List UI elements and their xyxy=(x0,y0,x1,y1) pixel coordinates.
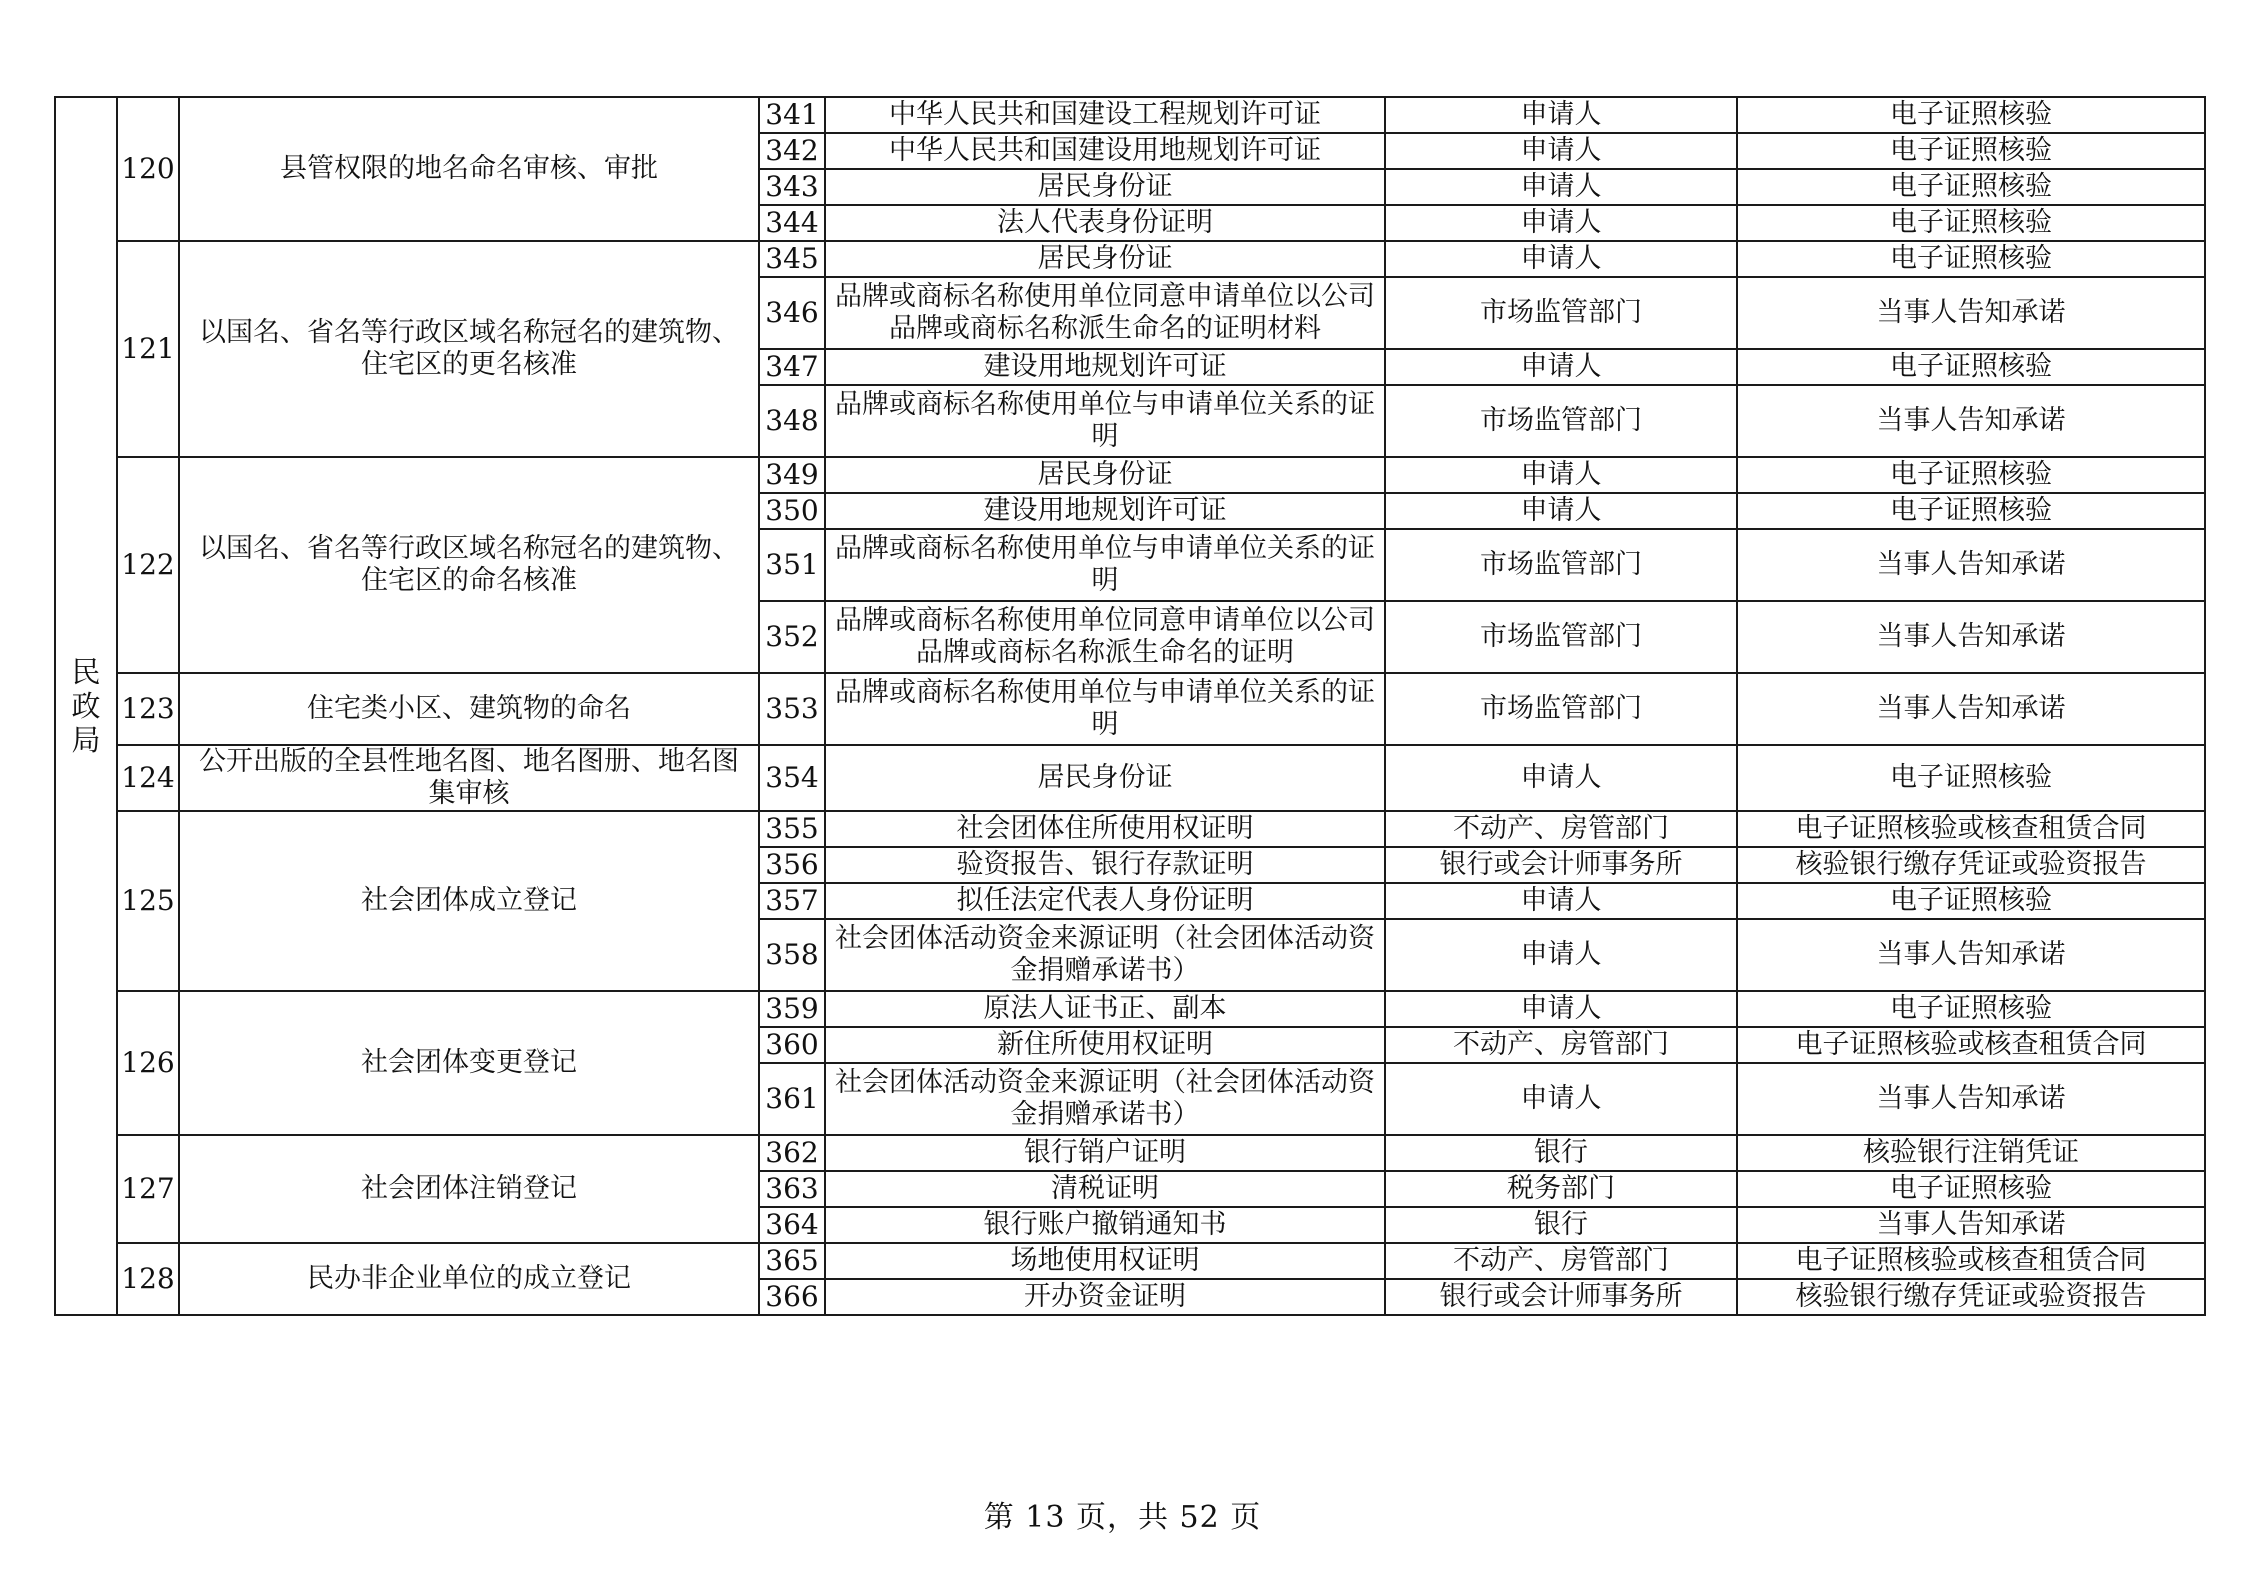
material-number-cell: 364 xyxy=(759,1207,825,1243)
material-number-cell: 344 xyxy=(759,205,825,241)
source-cell: 市场监管部门 xyxy=(1385,673,1737,745)
material-name-cell: 银行账户撤销通知书 xyxy=(825,1207,1385,1243)
source-cell: 申请人 xyxy=(1385,1063,1737,1135)
material-name-cell: 品牌或商标名称使用单位与申请单位关系的证明 xyxy=(825,385,1385,457)
materials-table xyxy=(54,96,2206,1316)
item-number-cell: 126 xyxy=(117,991,179,1135)
method-cell: 电子证照核验 xyxy=(1737,1171,2205,1207)
table-row xyxy=(55,811,2205,847)
source-cell: 申请人 xyxy=(1385,457,1737,493)
item-name-cell: 公开出版的全县性地名图、地名图册、地名图集审核 xyxy=(179,745,759,811)
method-cell: 电子证照核验 xyxy=(1737,205,2205,241)
item-name-cell: 住宅类小区、建筑物的命名 xyxy=(179,673,759,745)
source-cell: 税务部门 xyxy=(1385,1171,1737,1207)
material-name-cell: 法人代表身份证明 xyxy=(825,205,1385,241)
source-cell: 银行 xyxy=(1385,1135,1737,1171)
source-cell: 申请人 xyxy=(1385,745,1737,811)
method-cell: 当事人告知承诺 xyxy=(1737,919,2205,991)
item-number-cell: 125 xyxy=(117,811,179,991)
material-number-cell: 362 xyxy=(759,1135,825,1171)
table-row xyxy=(55,745,2205,811)
material-number-cell: 363 xyxy=(759,1171,825,1207)
method-cell: 电子证照核验或核查租赁合同 xyxy=(1737,1243,2205,1279)
method-cell: 电子证照核验 xyxy=(1737,241,2205,277)
material-number-cell: 365 xyxy=(759,1243,825,1279)
source-cell: 银行或会计师事务所 xyxy=(1385,847,1737,883)
table-body xyxy=(55,97,2205,1315)
method-cell: 核验银行缴存凭证或验资报告 xyxy=(1737,1279,2205,1315)
method-cell: 电子证照核验 xyxy=(1737,745,2205,811)
material-number-cell: 341 xyxy=(759,97,825,133)
item-name-cell: 社会团体成立登记 xyxy=(179,811,759,991)
material-name-cell: 品牌或商标名称使用单位同意申请单位以公司品牌或商标名称派生命名的证明 xyxy=(825,601,1385,673)
source-cell: 银行或会计师事务所 xyxy=(1385,1279,1737,1315)
table-row xyxy=(55,1243,2205,1279)
material-name-cell: 社会团体活动资金来源证明（社会团体活动资金捐赠承诺书） xyxy=(825,1063,1385,1135)
item-number-cell: 124 xyxy=(117,745,179,811)
method-cell: 当事人告知承诺 xyxy=(1737,277,2205,349)
source-cell: 不动产、房管部门 xyxy=(1385,1243,1737,1279)
material-name-cell: 拟任法定代表人身份证明 xyxy=(825,883,1385,919)
method-cell: 电子证照核验 xyxy=(1737,169,2205,205)
item-name-cell: 县管权限的地名命名审核、审批 xyxy=(179,97,759,241)
item-name-cell: 社会团体变更登记 xyxy=(179,991,759,1135)
material-name-cell: 建设用地规划许可证 xyxy=(825,493,1385,529)
method-cell: 当事人告知承诺 xyxy=(1737,1063,2205,1135)
source-cell: 申请人 xyxy=(1385,493,1737,529)
material-number-cell: 342 xyxy=(759,133,825,169)
material-name-cell: 中华人民共和国建设用地规划许可证 xyxy=(825,133,1385,169)
material-name-cell: 社会团体住所使用权证明 xyxy=(825,811,1385,847)
material-number-cell: 349 xyxy=(759,457,825,493)
source-cell: 申请人 xyxy=(1385,133,1737,169)
item-number-cell: 122 xyxy=(117,457,179,673)
material-name-cell: 居民身份证 xyxy=(825,169,1385,205)
method-cell: 核验银行注销凭证 xyxy=(1737,1135,2205,1171)
source-cell: 申请人 xyxy=(1385,205,1737,241)
method-cell: 电子证照核验或核查租赁合同 xyxy=(1737,811,2205,847)
material-number-cell: 351 xyxy=(759,529,825,601)
item-number-cell: 123 xyxy=(117,673,179,745)
material-number-cell: 343 xyxy=(759,169,825,205)
item-name-cell: 以国名、省名等行政区域名称冠名的建筑物、住宅区的命名核准 xyxy=(179,457,759,673)
material-name-cell: 居民身份证 xyxy=(825,241,1385,277)
source-cell: 申请人 xyxy=(1385,991,1737,1027)
material-name-cell: 场地使用权证明 xyxy=(825,1243,1385,1279)
source-cell: 市场监管部门 xyxy=(1385,277,1737,349)
material-number-cell: 356 xyxy=(759,847,825,883)
method-cell: 当事人告知承诺 xyxy=(1737,1207,2205,1243)
material-number-cell: 346 xyxy=(759,277,825,349)
material-name-cell: 品牌或商标名称使用单位同意申请单位以公司品牌或商标名称派生命名的证明材料 xyxy=(825,277,1385,349)
item-name-cell: 民办非企业单位的成立登记 xyxy=(179,1243,759,1315)
material-number-cell: 347 xyxy=(759,349,825,385)
material-number-cell: 359 xyxy=(759,991,825,1027)
source-cell: 申请人 xyxy=(1385,883,1737,919)
material-number-cell: 345 xyxy=(759,241,825,277)
method-cell: 电子证照核验 xyxy=(1737,493,2205,529)
table-row xyxy=(55,1135,2205,1171)
method-cell: 电子证照核验 xyxy=(1737,991,2205,1027)
table-row xyxy=(55,991,2205,1027)
table-row xyxy=(55,457,2205,493)
material-name-cell: 验资报告、银行存款证明 xyxy=(825,847,1385,883)
item-name-cell: 以国名、省名等行政区域名称冠名的建筑物、住宅区的更名核准 xyxy=(179,241,759,457)
department-cell: 民政局 xyxy=(55,97,117,1315)
material-number-cell: 353 xyxy=(759,673,825,745)
material-name-cell: 清税证明 xyxy=(825,1171,1385,1207)
material-name-cell: 居民身份证 xyxy=(825,745,1385,811)
method-cell: 电子证照核验或核查租赁合同 xyxy=(1737,1027,2205,1063)
method-cell: 电子证照核验 xyxy=(1737,133,2205,169)
material-name-cell: 社会团体活动资金来源证明（社会团体活动资金捐赠承诺书） xyxy=(825,919,1385,991)
method-cell: 电子证照核验 xyxy=(1737,97,2205,133)
material-name-cell: 品牌或商标名称使用单位与申请单位关系的证明 xyxy=(825,673,1385,745)
item-number-cell: 120 xyxy=(117,97,179,241)
material-number-cell: 358 xyxy=(759,919,825,991)
source-cell: 市场监管部门 xyxy=(1385,601,1737,673)
material-name-cell: 居民身份证 xyxy=(825,457,1385,493)
method-cell: 电子证照核验 xyxy=(1737,457,2205,493)
source-cell: 申请人 xyxy=(1385,919,1737,991)
item-name-cell: 社会团体注销登记 xyxy=(179,1135,759,1243)
item-number-cell: 121 xyxy=(117,241,179,457)
method-cell: 电子证照核验 xyxy=(1737,349,2205,385)
source-cell: 不动产、房管部门 xyxy=(1385,811,1737,847)
material-name-cell: 开办资金证明 xyxy=(825,1279,1385,1315)
material-number-cell: 366 xyxy=(759,1279,825,1315)
material-number-cell: 348 xyxy=(759,385,825,457)
material-name-cell: 建设用地规划许可证 xyxy=(825,349,1385,385)
source-cell: 市场监管部门 xyxy=(1385,385,1737,457)
source-cell: 不动产、房管部门 xyxy=(1385,1027,1737,1063)
material-number-cell: 361 xyxy=(759,1063,825,1135)
method-cell: 当事人告知承诺 xyxy=(1737,673,2205,745)
material-number-cell: 350 xyxy=(759,493,825,529)
material-number-cell: 357 xyxy=(759,883,825,919)
source-cell: 申请人 xyxy=(1385,241,1737,277)
source-cell: 银行 xyxy=(1385,1207,1737,1243)
material-name-cell: 品牌或商标名称使用单位与申请单位关系的证明 xyxy=(825,529,1385,601)
material-name-cell: 银行销户证明 xyxy=(825,1135,1385,1171)
material-name-cell: 新住所使用权证明 xyxy=(825,1027,1385,1063)
material-name-cell: 中华人民共和国建设工程规划许可证 xyxy=(825,97,1385,133)
material-number-cell: 355 xyxy=(759,811,825,847)
source-cell: 申请人 xyxy=(1385,97,1737,133)
source-cell: 申请人 xyxy=(1385,349,1737,385)
table-row xyxy=(55,673,2205,745)
material-number-cell: 354 xyxy=(759,745,825,811)
method-cell: 电子证照核验 xyxy=(1737,883,2205,919)
source-cell: 市场监管部门 xyxy=(1385,529,1737,601)
method-cell: 当事人告知承诺 xyxy=(1737,529,2205,601)
material-number-cell: 360 xyxy=(759,1027,825,1063)
method-cell: 核验银行缴存凭证或验资报告 xyxy=(1737,847,2205,883)
table-row xyxy=(55,97,2205,133)
item-number-cell: 127 xyxy=(117,1135,179,1243)
method-cell: 当事人告知承诺 xyxy=(1737,385,2205,457)
page-footer: 第 13 页，共 52 页 xyxy=(983,1500,1262,1535)
material-name-cell: 原法人证书正、副本 xyxy=(825,991,1385,1027)
source-cell: 申请人 xyxy=(1385,169,1737,205)
table-row xyxy=(55,241,2205,277)
method-cell: 当事人告知承诺 xyxy=(1737,601,2205,673)
material-number-cell: 352 xyxy=(759,601,825,673)
item-number-cell: 128 xyxy=(117,1243,179,1315)
